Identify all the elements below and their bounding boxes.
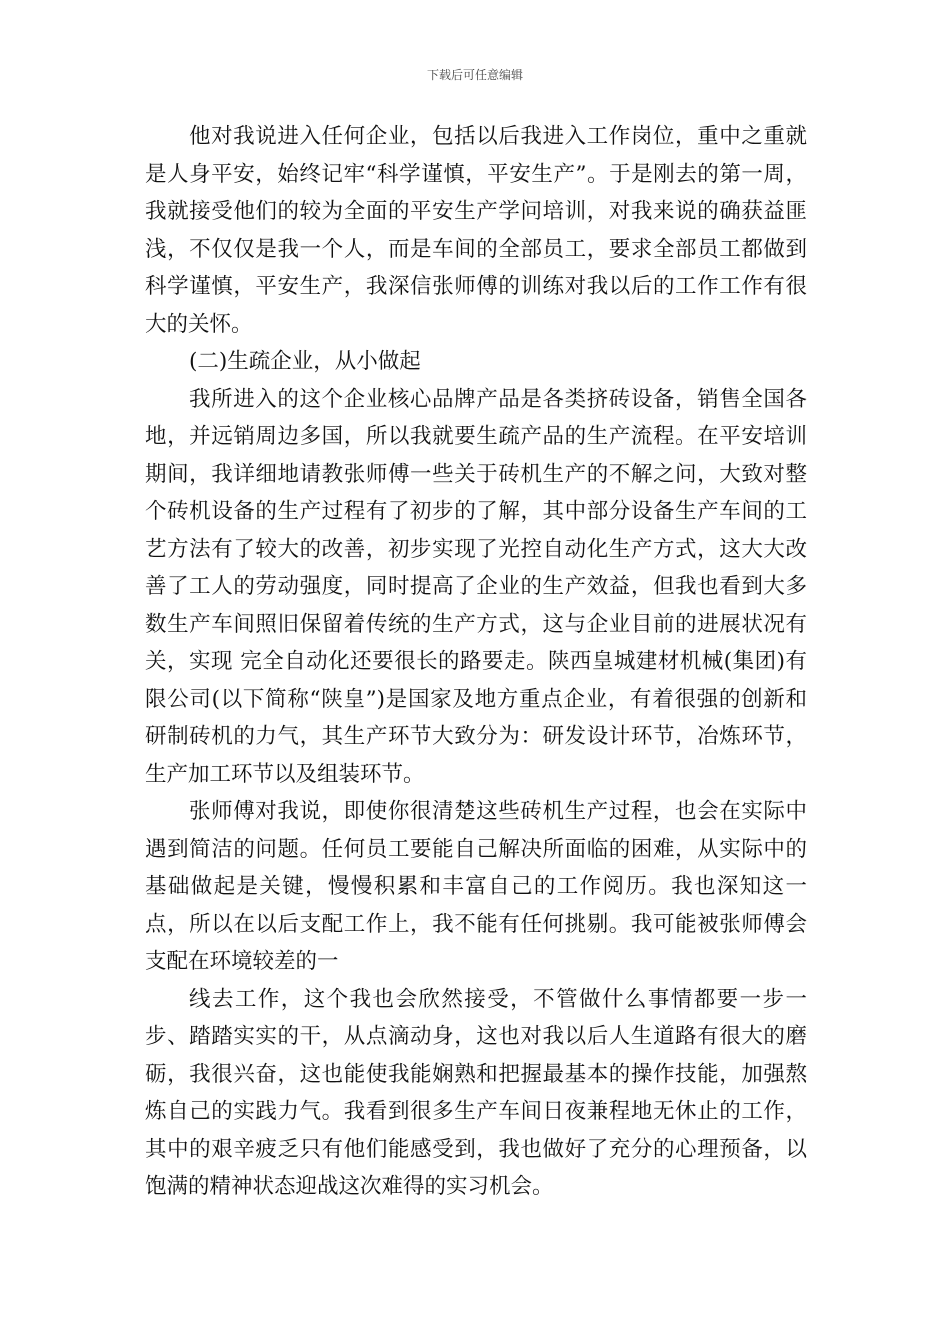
section-heading: (二)生疏企业，从小做起 [189, 349, 421, 374]
paragraph-company: 我所进入的这个企业核心品牌产品是各类挤砖设备，销售全国各地，并远销周边多国，所以我就要生疏产品的生产流程。在平安培训期间，我详细地请教张师傅一些关于砖机生产的不解之问，大致对整个砖机设备的生产过程有了初步的了解，其中部分设备生产车间的工艺方法有了较大的改善，初步实现了光控自动化生产方式，这大大改善了工人的劳动强度，同时提高了企业的生产效益，但我也看到大多数生产车间照旧保留着传统的生产方式，这与企业目前的进展状况有关，实现 完全自动化还要很长的路要走。陕西皇城建材机械(集团)有限公司(以下简称“陕皇”)是国家及地方重点企业，有着很强的创新和研制砖机的力气，其生产环节大致分为：研发设计环节，冶炼环节，生产加工环节以及组装环节。 [145, 386, 807, 787]
paragraph-frontline-work: 线去工作，这个我也会欣然接受，不管做什么事情都要一步一步、踏踏实实的干，从点滴动身，这也对我以后人生道路有很大的磨砺，我很兴奋，这也能使我能娴熟和把握最基本的操作技能，加强熬炼自己的实践力气。我看到很多生产车间日夜兼程地无休止的工作，其中的艰辛疲乏只有他们能感受到，我也做好了充分的心理预备，以饱满的精神状态迎战这次难得的实习机会。 [145, 986, 807, 1199]
paragraph-safety: 他对我说进入任何企业，包括以后我进入工作岗位，重中之重就是人身平安，始终记牢“科学谨慎，平安生产”。于是刚去的第一周，我就接受他们的较为全面的平安生产学问培训，对我来说的确获益匪浅，不仅仅是我一个人，而是车间的全部员工，要求全部员工都做到科学谨慎，平安生产，我深信张师傅的训练对我以后的工作工作有很大的关怀。 [145, 124, 807, 337]
document-body [145, 118, 807, 1206]
paragraph-master-advice: 张师傅对我说，即使你很清楚这些砖机生产过程，也会在实际中遇到简洁的问题。任何员工要能自己解决所面临的困难，从实际中的基础做起是关键，慢慢积累和丰富自己的工作阅历。我也深知这一点，所以在以后支配工作上，我不能有任何挑剔。我可能被张师傅会支配在环境较差的一 [145, 799, 807, 974]
header-note: 下载后可任意编辑 [426, 68, 523, 82]
